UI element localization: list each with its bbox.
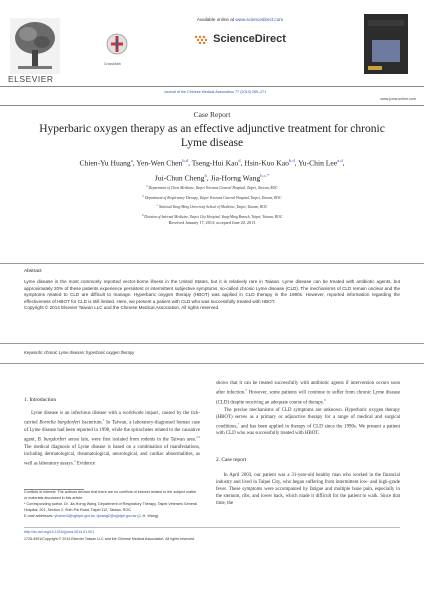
introduction-continued xyxy=(216,380,400,438)
body-text: Lyme disease is an infectious disease with a worldwide impact, caused by the tick-carried xyxy=(24,411,200,426)
author-affil-sup[interactable]: d xyxy=(238,158,241,163)
author-name: Yen-Wen Chen xyxy=(136,158,183,168)
elsevier-tree-logo xyxy=(10,18,60,74)
citation-link[interactable]: 6 xyxy=(324,397,326,402)
affiliation-text: Department of Chest Medicine, Taipei Veterans General Hospital, Taipei, Taiwan, ROC xyxy=(148,186,278,191)
abstract-heading: Abstract xyxy=(24,269,42,274)
body-text: Evidence xyxy=(75,461,95,467)
author-name: Hsin-Kuo Kao xyxy=(244,158,289,168)
abstract-text: Lyme disease is the most commonly reported vector-borne illness in the United States, but it is relatively rare in Taiwan. Lyme disease can be treated with antibiotic agents, but approximately 20% of these patients experience persistent or intermittent subjective symptoms, so-called chronic Lyme disease (CLD). The mechanisms of CLD remain unclear and the symptoms related to CLD are difficult to manage. Hyperbaric oxygen therapy (HBOT) was applied in CLD therapy in the 1990s. However, reported information regarding the effectiveness of HBOT for CLD is still limited. Here, we present a patient with CLD who was successfully treated with HBOT. xyxy=(24,279,400,304)
body-text: In April 2003, our patient was a 31-year-old healthy man who worked in the financial industry and lived in Taipei City, who began suffering from intermittent low- and high-grade fever. These symptoms were accompanied by fatigue and multiple bone pain, especially in the sternum, ribs, and lower back, which made it difficult for the patient to walk. Since that time, the xyxy=(216,473,401,507)
abstract-rule-bottom xyxy=(0,343,424,344)
journal-cover-band xyxy=(368,20,404,26)
email-links[interactable]: yhchen3@vghtpe.gov.tw, cjwang2@vghtpe.gov.tw xyxy=(54,514,137,519)
author-name: Chien-Yu Huang xyxy=(79,158,131,168)
affiliation xyxy=(60,193,364,203)
doi-link[interactable]: http://dx.doi.org/10.1016/j.jcma.2014.01.001 xyxy=(24,530,95,534)
email-line xyxy=(24,513,200,519)
body-text: However, some patients will continue to suffer from chronic Lyme disease (CLD) despite receiving an adequate course of therapy. xyxy=(216,390,400,406)
author-name: Jui-Chun Cheng xyxy=(154,173,205,183)
corresponding-author: * Corresponding author. Dr. Jia-Horng Wang, Department of Respiratory Therapy, Taipei Veterans General Hospital, 201, Section 2, Shih-Pai Road, Taipei 112, Taiwan, ROC. xyxy=(24,502,198,513)
crossmark-label: CrossMark xyxy=(104,62,121,66)
affiliation-sup: d xyxy=(141,212,144,217)
abstract-body xyxy=(24,279,400,312)
publisher-name: ELSEVIER xyxy=(8,74,54,84)
issn-copyright: 1726-4901/Copyright © 2014 Elsevier Taiwan LLC and the Chinese Medical Association. All rights reserved. xyxy=(24,537,195,541)
body-text: sensu lato, were first isolated from rodents in the Taiwan area. xyxy=(66,437,197,443)
article-type: Case Report xyxy=(193,110,231,119)
conflict-statement: Conflicts of interest: The authors declare that there are no conflicts of interest related to the subject matter or materials discussed in this article. xyxy=(24,490,197,501)
header-rule xyxy=(0,86,424,87)
citation-link[interactable]: 4 xyxy=(73,458,76,463)
sciencedirect-brand xyxy=(160,33,320,45)
body-text: and has been applied in therapy of CLD since the 1990s. We present a patient with CLD who was successfully treated with HBOT. xyxy=(216,424,400,437)
introduction-paragraph xyxy=(24,410,200,468)
journal-cover-stripe xyxy=(368,66,382,70)
body-text: shows that it can be treated successfully with antibiotic agents if intervention occurs soon after infection. xyxy=(216,381,400,396)
affiliation-text: Division of Internal Medicine, Taipei City Hospital, Yang-Ming Branch, Taipei, Taiwan, ROC xyxy=(144,215,283,220)
email-suffix: (J.-H. Wang). xyxy=(136,514,160,519)
email-label: E-mail addresses: xyxy=(24,514,55,519)
author-affil-sup[interactable]: b,c,* xyxy=(260,173,270,179)
affiliation-list xyxy=(60,183,364,222)
available-online-label: Available online at xyxy=(196,17,235,22)
citation-link[interactable]: 7 xyxy=(237,421,240,426)
section-heading-introduction: 1. Introduction xyxy=(24,397,57,403)
journal-cover-illustration xyxy=(372,40,400,62)
author-affil-sup[interactable]: b,d xyxy=(182,158,189,163)
citation-link[interactable]: 2,3 xyxy=(196,434,200,439)
article-title: Hyperbaric oxygen therapy as an effective adjunctive treatment for chronic Lyme disease xyxy=(39,123,385,149)
sciencedirect-link[interactable]: www.sciencedirect.com xyxy=(235,17,284,22)
keywords-rule xyxy=(0,363,424,364)
body-text: The precise mechanisms of CLD symptoms are unknown. Hyperbaric oxygen therapy (HBOT) serves as a primary or adjunctive therapy for a range of medical and surgical conditions, xyxy=(216,407,400,430)
crossmark-icon[interactable] xyxy=(106,33,128,61)
author-name: Tseng-Hui Kao xyxy=(191,158,239,168)
journal-citation[interactable]: Journal of the Chinese Medical Association 77 (2014) 269–271 xyxy=(163,90,267,94)
footnotes xyxy=(24,489,200,519)
author-list xyxy=(30,155,394,185)
affiliation-sup: c xyxy=(156,203,158,208)
available-online-line xyxy=(160,17,320,22)
case-report-paragraph xyxy=(216,472,400,507)
affiliation-sup: a xyxy=(146,184,148,188)
author-line-2: Jui-Chun Cheng$^b$, Jia-Horng Wang$^{b,c,*}$ xyxy=(154,173,270,183)
affiliation-sup: b xyxy=(142,193,144,198)
author-affil-sup[interactable]: b xyxy=(204,173,207,179)
sciencedirect-dots-icon xyxy=(194,35,210,44)
affiliation xyxy=(60,183,364,193)
author-name: Yu-Chin Lee xyxy=(298,158,338,168)
bottom-rule xyxy=(24,527,400,528)
author-affil-sup[interactable]: b,d xyxy=(288,158,295,163)
body-text: bacterium. xyxy=(80,420,103,426)
species-name: B. burgdorferi xyxy=(37,437,67,443)
section-heading-case-report: 2. Case report xyxy=(216,457,247,463)
keywords: Keywords: chronic Lyme disease; hyperbaric oxygen therapy xyxy=(24,350,135,355)
affiliation-text: Department of Respiratory Therapy, Taipei Veterans General Hospital, Taipei, Taiwan, ROC xyxy=(144,195,282,200)
abstract-rule-top xyxy=(0,263,424,264)
received-dates: Received January 17, 2013; accepted June 20, 2013 xyxy=(168,220,256,225)
journal-url[interactable]: www.jcma-online.com xyxy=(380,97,416,101)
author-affil-sup[interactable]: a xyxy=(130,158,133,163)
author-name: Jia-Horng Wang xyxy=(210,173,261,183)
affiliation xyxy=(60,202,364,212)
paragraph xyxy=(216,380,400,407)
paragraph xyxy=(216,407,400,438)
species-name: Borrelia burgdorferi xyxy=(39,420,81,426)
citation-link[interactable]: 1 xyxy=(102,418,105,423)
abstract-copyright: Copyright © 2014 Elsevier Taiwan LLC and the Chinese Medical Association. All rights reserved. xyxy=(24,305,220,311)
author-affil-sup[interactable]: a,d xyxy=(337,158,343,163)
header-rule-bottom xyxy=(0,105,424,106)
affiliation-text: National Yang-Ming University School of Medicine, Taipei, Taiwan, ROC xyxy=(158,205,268,210)
body-text: The medical diagnosis of Lyme disease is based on a combination of manifestations, including dermatological, rheumatological, neurological, and cardiac abnormalities, as well as laboratory assays. xyxy=(24,444,200,467)
citation-link[interactable]: 5 xyxy=(245,388,247,393)
sciencedirect-wordmark: ScienceDirect xyxy=(213,33,286,45)
author-line-1: Chien-Yu Huang$^a$, Yen-Wen Chen$^{b,d}$, Tseng-Hui Kao$^d$, Hsin-Kuo Kao$^{b,d}$, Yu-Chin Lee$^{a,d}$, xyxy=(79,158,345,168)
body-text: In Taiwan, a laboratory-diagnosed human case of Lyme disease had been reported in 1998, while the spirochetes related to the causative agent, xyxy=(24,420,201,443)
